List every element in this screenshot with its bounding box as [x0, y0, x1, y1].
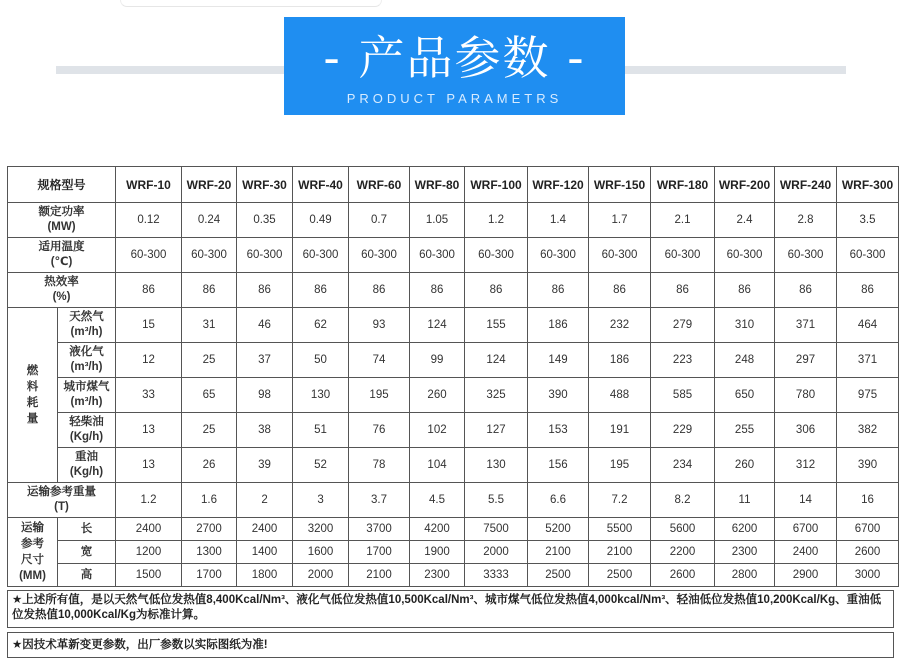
table-cell: 2400 [237, 518, 293, 541]
table-cell: 325 [465, 378, 528, 413]
table-row-fuel [8, 413, 899, 448]
title-line-right [624, 66, 846, 74]
table-cell: 31 [182, 308, 237, 343]
table-cell: 6.6 [528, 483, 589, 518]
table-cell: 60-300 [237, 238, 293, 273]
table-cell: 60-300 [837, 238, 899, 273]
table-cell: 1700 [182, 564, 237, 587]
table-cell: 86 [528, 273, 589, 308]
model-header: WRF-30 [237, 167, 293, 203]
title-line-left [56, 66, 286, 74]
table-cell: 7.2 [589, 483, 651, 518]
table-cell: 13 [116, 448, 182, 483]
page-title: - 产品参数 - [323, 31, 586, 85]
table-cell: 6700 [775, 518, 837, 541]
table-cell: 195 [589, 448, 651, 483]
table-cell: 127 [465, 413, 528, 448]
table-cell: 26 [182, 448, 237, 483]
table-cell: 2 [237, 483, 293, 518]
table-row-header [8, 167, 899, 203]
group-char: 耗 [26, 397, 39, 409]
table-cell: 1.6 [182, 483, 237, 518]
row-unit: (m³/h) [70, 396, 103, 408]
header-label: 规格型号 [8, 167, 116, 203]
table-row-fuel [8, 448, 899, 483]
table-cell: 60-300 [116, 238, 182, 273]
table-cell: 3.5 [837, 203, 899, 238]
table-cell: 260 [715, 448, 775, 483]
table-cell: 488 [589, 378, 651, 413]
table-cell: 650 [715, 378, 775, 413]
table-cell: 1400 [237, 541, 293, 564]
table-row-efficiency [8, 273, 899, 308]
table-cell: 3333 [465, 564, 528, 587]
table-cell: 60-300 [715, 238, 775, 273]
model-header: WRF-300 [837, 167, 899, 203]
table-cell: 12 [116, 343, 182, 378]
table-cell: 371 [837, 343, 899, 378]
table-cell: 1900 [410, 541, 465, 564]
table-cell: 98 [237, 378, 293, 413]
table-cell: 86 [349, 273, 410, 308]
table-cell: 2400 [775, 541, 837, 564]
table-cell: 2000 [465, 541, 528, 564]
table-row-power [8, 203, 899, 238]
table-cell: 65 [182, 378, 237, 413]
table-cell: 195 [349, 378, 410, 413]
table-cell: 155 [465, 308, 528, 343]
model-header: WRF-240 [775, 167, 837, 203]
group-text: 运输 [21, 522, 44, 534]
table-cell: 39 [237, 448, 293, 483]
table-cell: 6200 [715, 518, 775, 541]
table-cell: 2500 [528, 564, 589, 587]
table-cell: 3.7 [349, 483, 410, 518]
table-cell: 1500 [116, 564, 182, 587]
model-header: WRF-200 [715, 167, 775, 203]
table-cell: 5500 [589, 518, 651, 541]
table-cell: 60-300 [293, 238, 349, 273]
table-cell: 1.2 [465, 203, 528, 238]
table-cell: 2300 [715, 541, 775, 564]
table-row-weight [8, 483, 899, 518]
group-char: 量 [26, 413, 39, 425]
table-cell: 1700 [349, 541, 410, 564]
table-cell: 2100 [528, 541, 589, 564]
table-cell: 4200 [410, 518, 465, 541]
table-cell: 3700 [349, 518, 410, 541]
row-unit: (℃) [50, 256, 73, 268]
table-cell: 14 [775, 483, 837, 518]
table-cell: 86 [293, 273, 349, 308]
table-cell: 2100 [589, 541, 651, 564]
table-cell: 1600 [293, 541, 349, 564]
table-cell: 780 [775, 378, 837, 413]
table-cell: 0.12 [116, 203, 182, 238]
dimension-label: 高 [58, 564, 116, 587]
model-header: WRF-120 [528, 167, 589, 203]
model-header: WRF-20 [182, 167, 237, 203]
weight-label [8, 483, 116, 518]
table-cell: 60-300 [182, 238, 237, 273]
table-cell: 390 [528, 378, 589, 413]
model-header: WRF-60 [349, 167, 410, 203]
table-cell: 234 [651, 448, 715, 483]
table-cell: 2.1 [651, 203, 715, 238]
table-cell: 6700 [837, 518, 899, 541]
table-cell: 312 [775, 448, 837, 483]
row-label: 额定功率 [38, 206, 85, 218]
group-char: 料 [26, 381, 39, 393]
power-label [8, 203, 116, 238]
model-header: WRF-150 [589, 167, 651, 203]
table-cell: 1.2 [116, 483, 182, 518]
table-cell: 248 [715, 343, 775, 378]
table-cell: 5600 [651, 518, 715, 541]
table-cell: 0.35 [237, 203, 293, 238]
model-header: WRF-10 [116, 167, 182, 203]
table-cell: 15 [116, 308, 182, 343]
table-cell: 232 [589, 308, 651, 343]
table-cell: 50 [293, 343, 349, 378]
table-cell: 60-300 [651, 238, 715, 273]
table-cell: 130 [293, 378, 349, 413]
dimension-label: 宽 [58, 541, 116, 564]
table-cell: 76 [349, 413, 410, 448]
temperature-label [8, 238, 116, 273]
table-cell: 255 [715, 413, 775, 448]
table-cell: 60-300 [349, 238, 410, 273]
table-cell: 8.2 [651, 483, 715, 518]
fuel-type-label [58, 308, 116, 343]
row-label: 天然气 [69, 311, 104, 323]
table-cell: 86 [715, 273, 775, 308]
table-cell: 390 [837, 448, 899, 483]
parameters-table [7, 166, 899, 587]
row-label: 城市煤气 [63, 381, 110, 393]
table-cell: 37 [237, 343, 293, 378]
table-row-fuel [8, 308, 899, 343]
row-unit: (%) [52, 291, 71, 303]
table-cell: 2900 [775, 564, 837, 587]
row-label: 运输参考重量 [27, 486, 96, 498]
group-text: (MM) [19, 570, 46, 582]
table-cell: 2400 [116, 518, 182, 541]
table-cell: 7500 [465, 518, 528, 541]
table-cell: 86 [410, 273, 465, 308]
table-cell: 186 [589, 343, 651, 378]
table-cell: 310 [715, 308, 775, 343]
table-cell: 371 [775, 308, 837, 343]
table-cell: 60-300 [410, 238, 465, 273]
table-row-temperature [8, 238, 899, 273]
table-cell: 975 [837, 378, 899, 413]
table-cell: 2800 [715, 564, 775, 587]
table-cell: 60-300 [775, 238, 837, 273]
table-cell: 156 [528, 448, 589, 483]
fuel-type-label [58, 378, 116, 413]
page-subtitle: PRODUCT PARAMETRS [346, 91, 563, 106]
table-row-fuel [8, 378, 899, 413]
table-cell: 186 [528, 308, 589, 343]
table-cell: 86 [651, 273, 715, 308]
table-cell: 1.05 [410, 203, 465, 238]
table-cell: 86 [237, 273, 293, 308]
table-cell: 585 [651, 378, 715, 413]
table-cell: 16 [837, 483, 899, 518]
table-cell: 2.4 [715, 203, 775, 238]
dimension-label: 长 [58, 518, 116, 541]
note-parameter-change: ★因技术革新变更参数，出厂参数以实际图纸为准! [7, 632, 894, 658]
table-cell: 38 [237, 413, 293, 448]
table-cell: 2500 [589, 564, 651, 587]
table-cell: 62 [293, 308, 349, 343]
table-cell: 5.5 [465, 483, 528, 518]
table-cell: 306 [775, 413, 837, 448]
table-row-size [8, 541, 899, 564]
table-cell: 2300 [410, 564, 465, 587]
table-cell: 382 [837, 413, 899, 448]
model-header: WRF-40 [293, 167, 349, 203]
table-cell: 297 [775, 343, 837, 378]
table-cell: 2600 [837, 541, 899, 564]
row-unit: (T) [54, 501, 69, 513]
model-header: WRF-100 [465, 167, 528, 203]
row-label: 重油 [75, 451, 98, 463]
table-cell: 78 [349, 448, 410, 483]
fuel-type-label [58, 413, 116, 448]
table-cell: 2000 [293, 564, 349, 587]
table-cell: 60-300 [589, 238, 651, 273]
table-cell: 2600 [651, 564, 715, 587]
table-cell: 86 [465, 273, 528, 308]
fuel-type-label [58, 343, 116, 378]
model-header: WRF-80 [410, 167, 465, 203]
table-cell: 74 [349, 343, 410, 378]
table-row-size [8, 518, 899, 541]
table-cell: 25 [182, 413, 237, 448]
fuel-type-label [58, 448, 116, 483]
row-label: 热效率 [44, 276, 79, 288]
table-cell: 153 [528, 413, 589, 448]
table-cell: 13 [116, 413, 182, 448]
table-cell: 86 [116, 273, 182, 308]
table-cell: 0.24 [182, 203, 237, 238]
table-cell: 46 [237, 308, 293, 343]
table-cell: 2200 [651, 541, 715, 564]
top-decoration [120, 0, 382, 7]
table-cell: 229 [651, 413, 715, 448]
table-cell: 464 [837, 308, 899, 343]
table-cell: 104 [410, 448, 465, 483]
table-cell: 86 [589, 273, 651, 308]
table-cell: 86 [182, 273, 237, 308]
table-cell: 0.49 [293, 203, 349, 238]
row-unit: (MW) [47, 221, 76, 233]
note-calculation-basis: ★上述所有值，是以天然气低位发热值8,400Kcal/Nm³、液化气低位发热值10,500Kcal/Nm³、城市煤气低位发热值4,000kcal/Nm³、轻油低位发热值10,200Kcal/Kg、重油低位发热值10,000Kcal/Kg为标准计算。 [7, 590, 894, 628]
table-cell: 99 [410, 343, 465, 378]
row-label: 适用温度 [38, 241, 85, 253]
table-cell: 51 [293, 413, 349, 448]
row-unit: (Kg/h) [69, 431, 104, 443]
group-text: 参考 [21, 538, 44, 550]
table-cell: 5200 [528, 518, 589, 541]
row-label: 轻柴油 [69, 416, 104, 428]
table-cell: 124 [410, 308, 465, 343]
table-cell: 11 [715, 483, 775, 518]
table-row-size [8, 564, 899, 587]
table-cell: 4.5 [410, 483, 465, 518]
table-cell: 2100 [349, 564, 410, 587]
row-unit: (m³/h) [70, 361, 103, 373]
transport-size-group-label [8, 518, 58, 587]
table-cell: 191 [589, 413, 651, 448]
table-cell: 223 [651, 343, 715, 378]
table-cell: 2700 [182, 518, 237, 541]
table-cell: 25 [182, 343, 237, 378]
table-cell: 260 [410, 378, 465, 413]
table-cell: 1300 [182, 541, 237, 564]
table-cell: 1.4 [528, 203, 589, 238]
group-char: 燃 [26, 365, 39, 377]
table-cell: 1200 [116, 541, 182, 564]
table-cell: 124 [465, 343, 528, 378]
table-cell: 60-300 [465, 238, 528, 273]
model-header: WRF-180 [651, 167, 715, 203]
table-cell: 3000 [837, 564, 899, 587]
table-cell: 279 [651, 308, 715, 343]
table-cell: 2.8 [775, 203, 837, 238]
table-cell: 52 [293, 448, 349, 483]
table-cell: 149 [528, 343, 589, 378]
efficiency-label [8, 273, 116, 308]
table-cell: 86 [837, 273, 899, 308]
table-cell: 86 [775, 273, 837, 308]
table-cell: 102 [410, 413, 465, 448]
row-unit: (Kg/h) [69, 466, 104, 478]
table-cell: 3 [293, 483, 349, 518]
table-cell: 1800 [237, 564, 293, 587]
table-cell: 130 [465, 448, 528, 483]
fuel-consumption-group-label [8, 308, 58, 483]
table-cell: 0.7 [349, 203, 410, 238]
title-banner [284, 17, 625, 115]
table-row-fuel [8, 343, 899, 378]
table-cell: 60-300 [528, 238, 589, 273]
table-cell: 1.7 [589, 203, 651, 238]
row-label: 液化气 [69, 346, 104, 358]
table-cell: 3200 [293, 518, 349, 541]
row-unit: (m³/h) [70, 326, 103, 338]
table-cell: 33 [116, 378, 182, 413]
table-cell: 93 [349, 308, 410, 343]
group-text: 尺寸 [21, 554, 44, 566]
